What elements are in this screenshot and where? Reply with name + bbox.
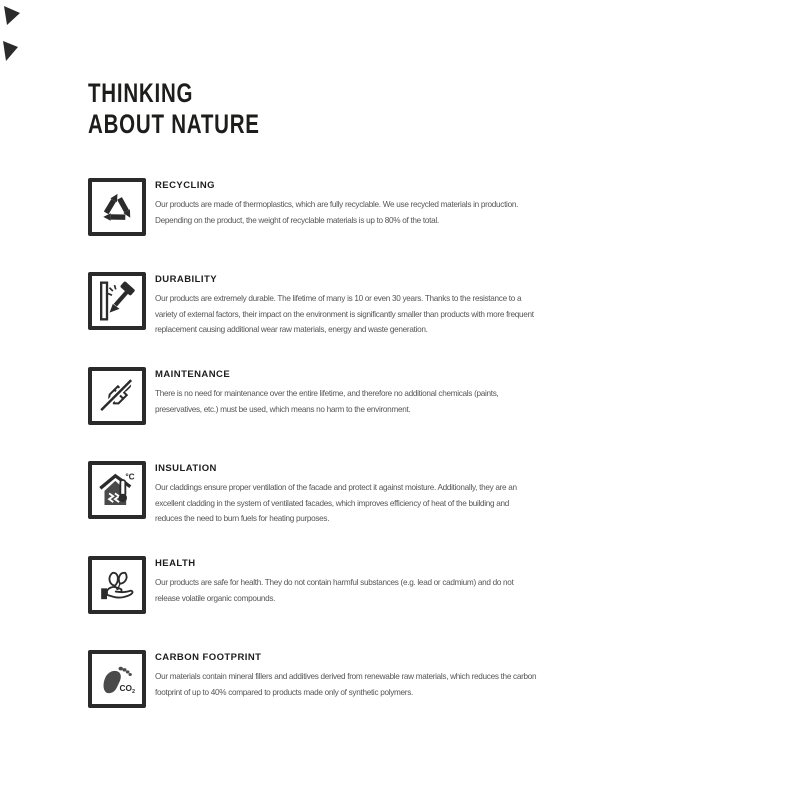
section-body: Our products are extremely durable. The lifetime of many is 10 or even 30 years. Thanks to the resistance to a variety of external factors, their impact on the environment is significantly smaller than products with more frequent replacement causing additional wear raw materials, energy and waste generation. [155, 294, 534, 334]
section-heading: HEALTH [155, 558, 196, 569]
section-body: There is no need for maintenance over the entire lifetime, and therefore no additional chemicals (paints, preservatives, etc.) must be used, which means no harm to the environment. [155, 389, 499, 414]
house-thermometer-icon-glyph [97, 470, 137, 510]
page-corner-marks [2, 4, 28, 66]
house-thermometer-icon [88, 461, 146, 519]
hand-leaves-icon [88, 556, 146, 614]
page-title-line1: THINKING [88, 78, 194, 108]
section-heading: MAINTENANCE [155, 369, 231, 380]
page-title [88, 78, 260, 140]
page-title-line2: ABOUT NATURE [88, 109, 260, 139]
hand-leaves-icon-glyph [97, 565, 137, 605]
carbon-footprint-icon [88, 650, 146, 708]
section-carbon-footprint [88, 650, 537, 708]
no-paintbrush-icon [88, 367, 146, 425]
section-durability [88, 272, 537, 338]
section-insulation [88, 461, 537, 527]
co2-label: $CO_2$ [119, 683, 136, 695]
section-body: Our claddings ensure proper ventilation of the facade and protect it against moisture. Additionally, they are an excellent cladding in the system of ventilated facades, which improves efficiency of heat of the building and reduces the need to burn fuels for heating purposes. [155, 483, 517, 523]
recycling-icon-glyph [97, 187, 137, 227]
recycling-icon [88, 178, 146, 236]
degree-celsius-label: °C [125, 471, 135, 482]
section-heading: INSULATION [155, 463, 217, 474]
section-heading: DURABILITY [155, 274, 218, 285]
section-recycling [88, 178, 537, 236]
section-heading: CARBON FOOTPRINT [155, 652, 262, 663]
section-health [88, 556, 537, 614]
section-body: Our products are made of thermoplastics, which are fully recyclable. We use recycled materials in production. Depending on the product, the weight of recyclable materials is up to 80% of the total. [155, 200, 519, 225]
section-maintenance [88, 367, 537, 425]
no-paintbrush-icon-glyph [97, 376, 137, 416]
carbon-footprint-icon-glyph [97, 659, 137, 699]
section-heading: RECYCLING [155, 180, 215, 191]
hammer-impact-icon-glyph [97, 281, 137, 321]
section-body: Our materials contain mineral fillers and additives derived from renewable raw materials, which reduces the carbon footprint of up to 40% compared to products made only of synthetic polymers. [155, 672, 537, 697]
hammer-impact-icon [88, 272, 146, 330]
section-body: Our products are safe for health. They do not contain harmful substances (e.g. lead or cadmium) and do not release volatile organic compounds. [155, 578, 514, 603]
